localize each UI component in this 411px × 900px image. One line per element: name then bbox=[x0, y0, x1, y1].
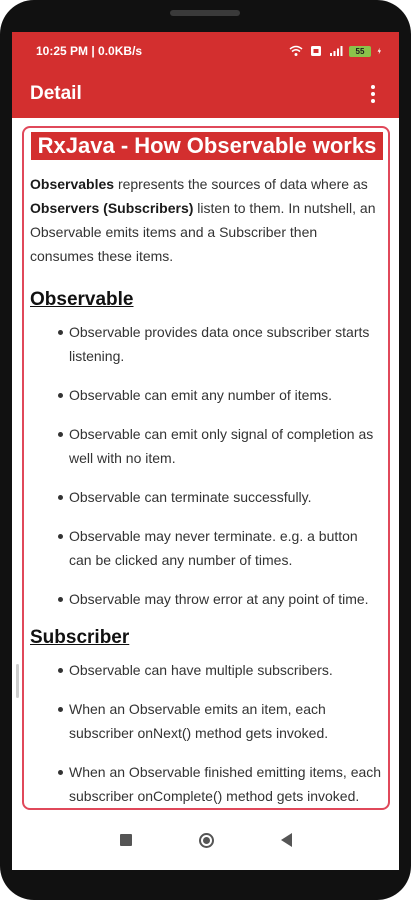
screen bbox=[12, 32, 399, 870]
status-bar bbox=[12, 32, 399, 70]
page-title: Detail bbox=[30, 83, 82, 104]
overflow-menu-icon[interactable] bbox=[363, 80, 383, 108]
home-icon[interactable] bbox=[198, 832, 214, 848]
intro-bold-observables: Observables bbox=[30, 176, 115, 192]
list-item: Observable may never terminate. e.g. a button can be clicked any number of times. bbox=[58, 524, 384, 572]
intro-bold-observers: Observers (Subscribers) bbox=[30, 200, 194, 216]
signal-icon bbox=[329, 45, 343, 57]
article-card bbox=[22, 126, 390, 810]
charging-icon bbox=[377, 45, 385, 57]
app-bar bbox=[12, 70, 399, 118]
list-item: When an Observable finished emitting items, each subscriber onComplete() method gets invoked. bbox=[58, 760, 384, 808]
list-item: Observable may throw error at any point of time. bbox=[58, 587, 384, 611]
list-item: When an Observable emits an item, each subscriber onNext() method gets invoked. bbox=[58, 697, 384, 745]
status-icons bbox=[289, 45, 385, 57]
subscriber-list bbox=[30, 658, 384, 808]
status-time: 10:25 PM | 0.0KB/s bbox=[36, 44, 143, 58]
list-item: Observable can emit only signal of completion as well with no item. bbox=[58, 422, 384, 470]
observable-list bbox=[30, 320, 384, 611]
intro-text-1: represents the sources of data where as bbox=[114, 176, 368, 192]
list-item: Observable can terminate successfully. bbox=[58, 485, 384, 509]
intro-paragraph bbox=[30, 172, 384, 268]
list-item: Observable can have multiple subscribers. bbox=[58, 658, 384, 682]
intro-text-2: listen to them. In nutshell, an Observable emits items and a Subscriber then consumes these items. bbox=[30, 200, 376, 264]
wifi-icon bbox=[289, 45, 303, 57]
section-title-observable: Observable bbox=[30, 289, 134, 310]
article-heading: RxJava - How Observable works bbox=[31, 132, 383, 160]
sim-icon bbox=[309, 45, 323, 57]
recent-apps-icon[interactable] bbox=[118, 832, 134, 848]
back-icon[interactable] bbox=[278, 832, 294, 848]
edge-swipe-handle[interactable] bbox=[16, 664, 19, 698]
speaker-grille bbox=[170, 10, 240, 16]
list-item: Observable can emit any number of items. bbox=[58, 383, 384, 407]
section-title-subscriber: Subscriber bbox=[30, 627, 130, 648]
list-item: Observable provides data once subscriber starts listening. bbox=[58, 320, 384, 368]
battery-icon: 55 bbox=[349, 46, 371, 57]
navigation-bar bbox=[12, 810, 399, 870]
